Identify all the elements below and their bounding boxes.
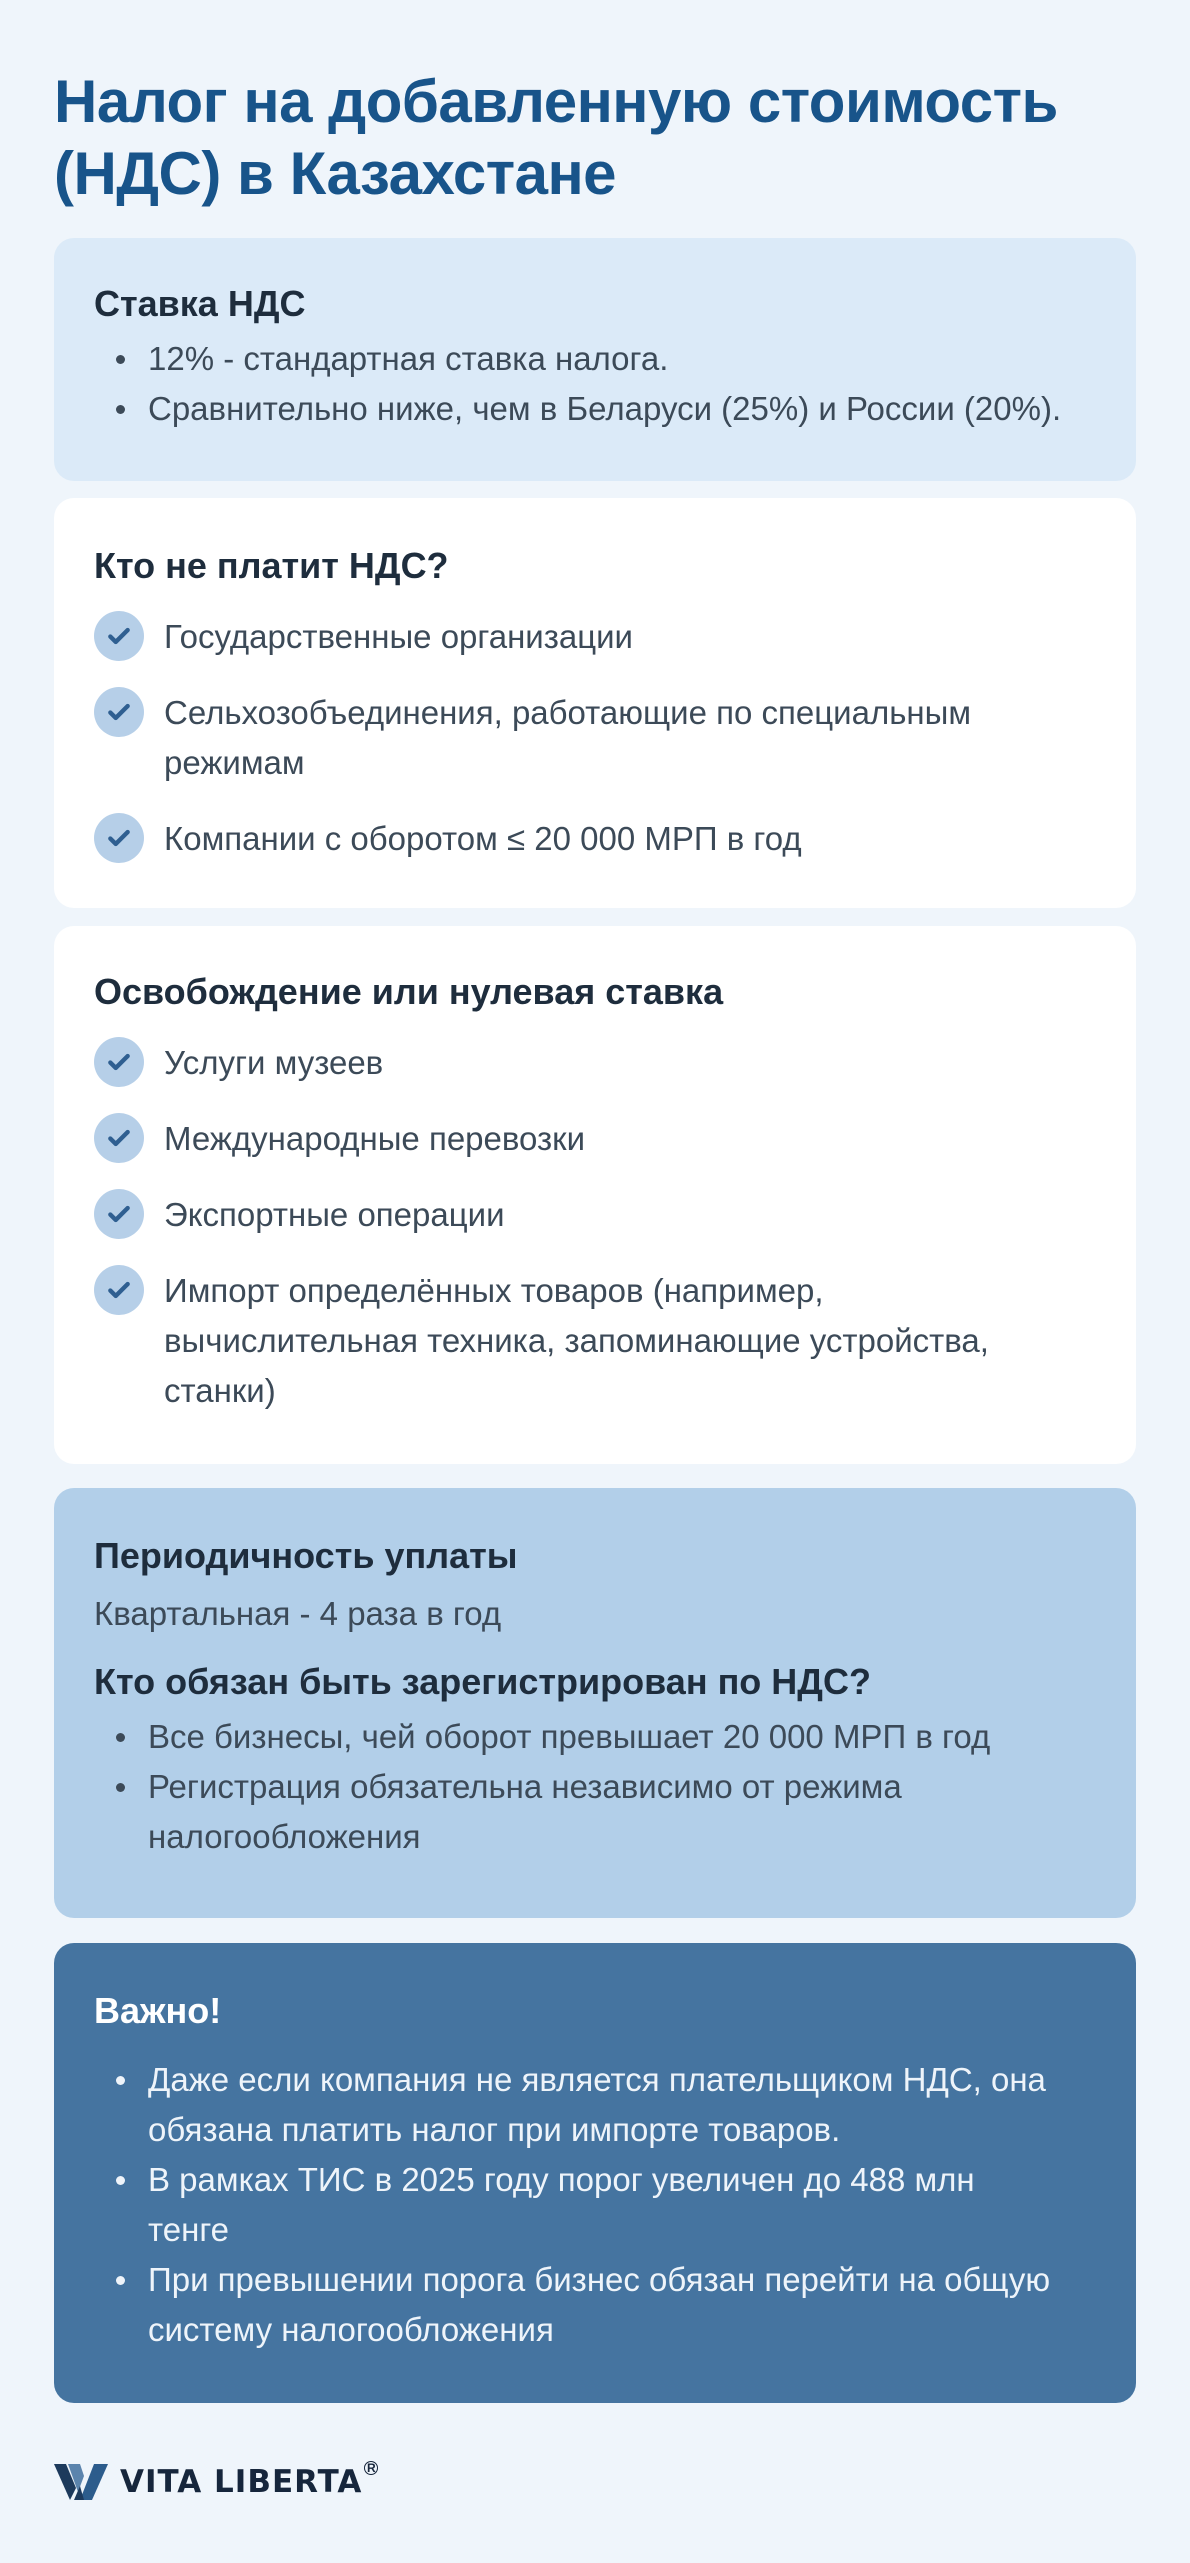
page-title-line2: (НДС) в Казахстане [54,140,617,207]
important-list [94,2055,1096,2355]
list-item: Все бизнесы, чей оборот превышает 20 000 МРП в год [94,1712,1096,1762]
exemption-heading: Освобождение или нулевая ставка [94,971,724,1012]
list-item-text: Экспортные операции [164,1196,505,1233]
list-item [94,1190,1096,1240]
list-item-text: Международные перевозки [164,1120,586,1157]
vita-liberta-logo [54,2462,378,2502]
list-item [94,1266,1096,1416]
page-title [54,0,1136,210]
check-icon [94,611,144,661]
list-item [94,1114,1096,1164]
rate-heading: Ставка НДС [94,283,306,324]
list-item [94,814,1096,864]
periodicity-card [54,1488,1136,1918]
list-item [94,688,1096,788]
list-item: Сравнительно ниже, чем в Беларуси (25%) и России (20%). [94,384,1096,434]
rate-card [54,238,1136,481]
important-heading: Важно! [94,1990,222,2031]
list-item: В рамках ТИС в 2025 году порог увеличен до 488 млн тенге [94,2155,1054,2255]
list-item: При превышении порога бизнес обязан перейти на общую систему налогообложения [94,2255,1094,2355]
check-icon [94,1037,144,1087]
registration-heading: Кто обязан быть зарегистрирован по НДС? [94,1661,871,1702]
periodicity-heading: Периодичность уплаты [94,1535,518,1576]
registered-mark: R [364,2461,378,2475]
exemption-card [54,926,1136,1464]
registration-list [94,1712,1096,1862]
list-item-text: Государственные организации [164,618,633,655]
vita-liberta-logo-icon [54,2462,110,2502]
list-item: 12% - стандартная ставка налога. [94,334,1096,384]
list-item: Регистрация обязательна независимо от режима налогообложения [94,1762,994,1862]
list-item-text: Услуги музеев [164,1044,384,1081]
check-icon [94,1189,144,1239]
list-item-text: Компании с оборотом ≤ 20 000 МРП в год [164,820,802,857]
list-item [94,612,1096,662]
not-paying-list [94,612,1096,864]
check-icon [94,1265,144,1315]
check-icon [94,1113,144,1163]
not-paying-card [54,498,1136,908]
periodicity-text: Квартальная - 4 раза в год [94,1595,502,1632]
exemption-list [94,1038,1096,1416]
list-item: Даже если компания не является плательщиком НДС, она обязана платить налог при импорте товаров. [94,2055,1094,2155]
rate-list [94,334,1096,434]
list-item-text: Импорт определённых товаров (например, вычислительная техника, запоминающие устройства, станки) [164,1272,989,1409]
list-item-text: Сельхозобъединения, работающие по специальным режимам [164,694,972,781]
logo-text: VITA LIBERTA [120,2464,363,2500]
check-icon [94,687,144,737]
list-item [94,1038,1096,1088]
important-card [54,1943,1136,2403]
check-icon [94,813,144,863]
not-paying-heading: Кто не платит НДС? [94,545,449,586]
page-title-line1: Налог на добавленную стоимость [54,68,1058,135]
